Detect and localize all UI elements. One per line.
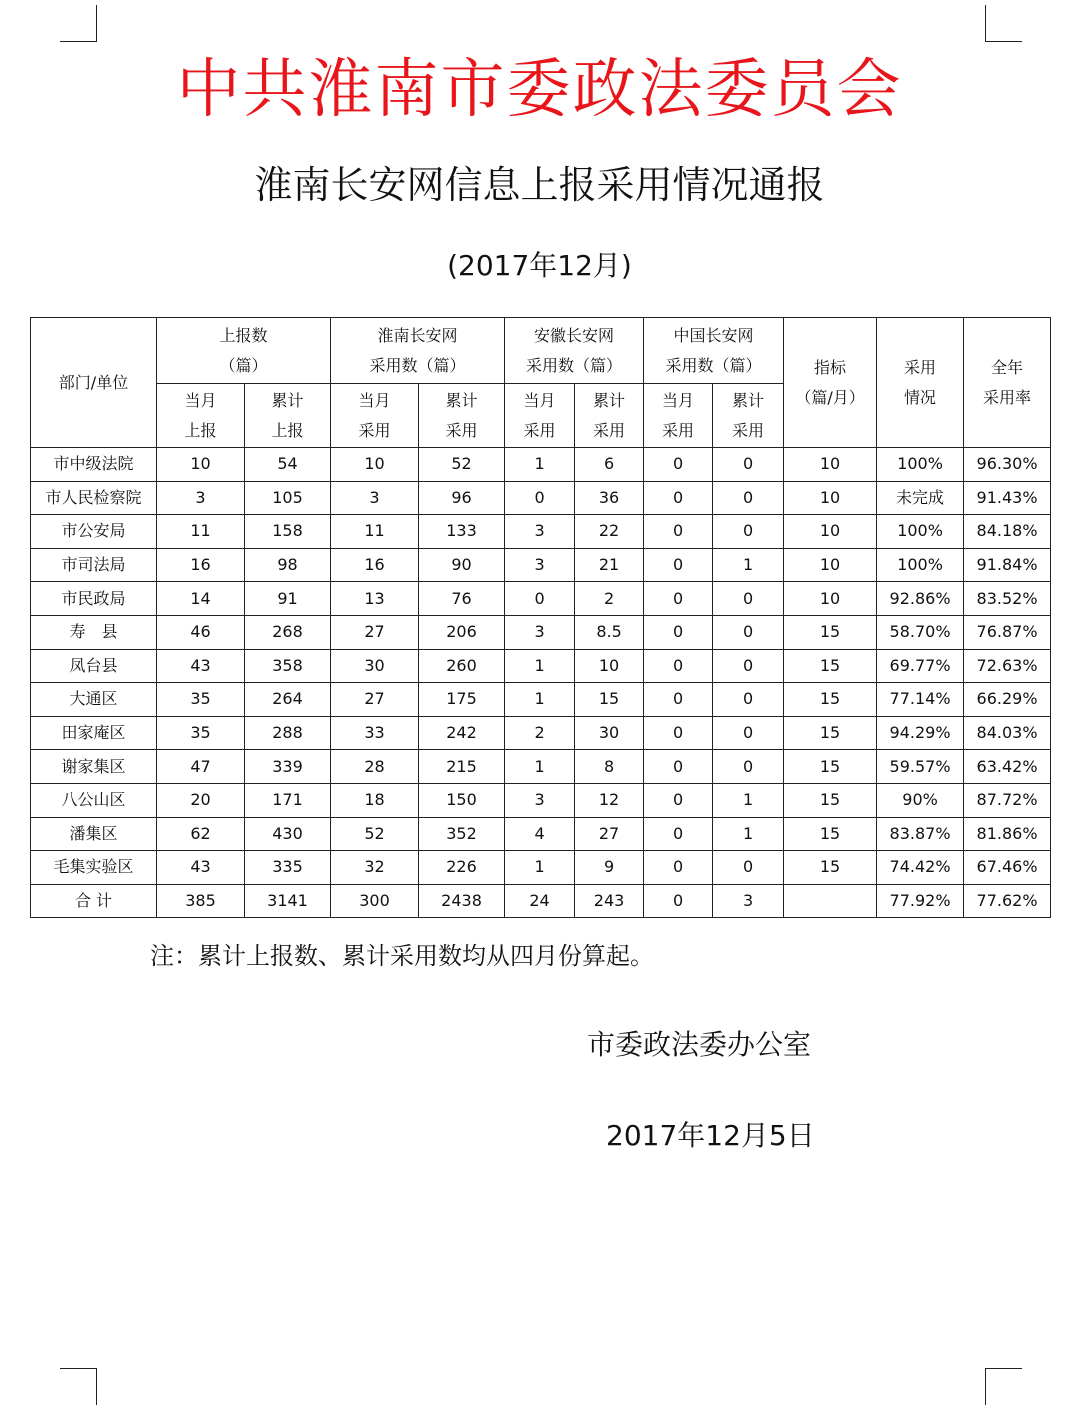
target-cell: 10 — [784, 481, 877, 515]
table-row — [31, 548, 1051, 582]
huainan-total-cell: 352 — [419, 817, 505, 851]
anhui-month-cell: 1 — [505, 649, 575, 683]
dept-cell: 谢家集区 — [31, 750, 157, 784]
total-report-cell: 358 — [245, 649, 331, 683]
sub-total-report: 累计 上报 — [245, 384, 331, 448]
status-cell: 90% — [877, 783, 964, 817]
target-cell: 15 — [784, 615, 877, 649]
anhui-total-cell: 6 — [575, 448, 644, 482]
anhui-total-cell: 12 — [575, 783, 644, 817]
annual-rate-cell: 87.72% — [964, 783, 1051, 817]
dept-cell: 大通区 — [31, 683, 157, 717]
anhui-month-cell: 1 — [505, 448, 575, 482]
header-huainan-group: 淮南长安网 采用数（篇） — [331, 318, 505, 384]
dept-cell: 市中级法院 — [31, 448, 157, 482]
huainan-total-cell: 260 — [419, 649, 505, 683]
huainan-total-cell: 215 — [419, 750, 505, 784]
table-row — [31, 582, 1051, 616]
table-row — [31, 515, 1051, 549]
month-report-cell: 43 — [157, 851, 245, 885]
total-report-cell: 158 — [245, 515, 331, 549]
issue-date: 2017年12月5日 — [606, 1119, 815, 1152]
sub-month-adopt-anhui: 当月 采用 — [505, 384, 575, 448]
report-table — [30, 317, 1051, 918]
anhui-total-cell: 15 — [575, 683, 644, 717]
annual-rate-cell: 67.46% — [964, 851, 1051, 885]
target-cell: 15 — [784, 783, 877, 817]
china-month-cell: 0 — [644, 884, 713, 918]
sub-total-adopt-huainan: 累计 采用 — [419, 384, 505, 448]
anhui-total-cell: 36 — [575, 481, 644, 515]
month-report-cell: 385 — [157, 884, 245, 918]
total-report-cell: 288 — [245, 716, 331, 750]
huainan-total-cell: 226 — [419, 851, 505, 885]
anhui-month-cell: 2 — [505, 716, 575, 750]
annual-rate-cell: 66.29% — [964, 683, 1051, 717]
annual-rate-cell: 81.86% — [964, 817, 1051, 851]
anhui-total-cell: 2 — [575, 582, 644, 616]
total-report-cell: 3141 — [245, 884, 331, 918]
table-row — [31, 716, 1051, 750]
sub-month-adopt-huainan: 当月 采用 — [331, 384, 419, 448]
header-report-group: 上报数 （篇） — [157, 318, 331, 384]
annual-rate-cell: 63.42% — [964, 750, 1051, 784]
status-cell: 69.77% — [877, 649, 964, 683]
anhui-month-cell: 0 — [505, 582, 575, 616]
sub-total-adopt-china: 累计 采用 — [713, 384, 784, 448]
total-report-cell: 98 — [245, 548, 331, 582]
huainan-total-cell: 2438 — [419, 884, 505, 918]
header-anhui-group: 安徽长安网 采用数（篇） — [505, 318, 644, 384]
total-report-cell: 339 — [245, 750, 331, 784]
china-month-cell: 0 — [644, 716, 713, 750]
huainan-month-cell: 3 — [331, 481, 419, 515]
target-cell: 15 — [784, 750, 877, 784]
huainan-month-cell: 10 — [331, 448, 419, 482]
china-total-cell: 0 — [713, 448, 784, 482]
china-month-cell: 0 — [644, 548, 713, 582]
huainan-month-cell: 300 — [331, 884, 419, 918]
anhui-month-cell: 24 — [505, 884, 575, 918]
china-total-cell: 0 — [713, 683, 784, 717]
annual-rate-cell: 72.63% — [964, 649, 1051, 683]
target-cell: 10 — [784, 582, 877, 616]
status-cell: 100% — [877, 448, 964, 482]
huainan-month-cell: 27 — [331, 683, 419, 717]
china-total-cell: 0 — [713, 851, 784, 885]
anhui-month-cell: 1 — [505, 683, 575, 717]
annual-rate-cell: 83.52% — [964, 582, 1051, 616]
target-cell: 10 — [784, 548, 877, 582]
crop-mark-bottom-right — [985, 1368, 1022, 1405]
month-report-cell: 16 — [157, 548, 245, 582]
china-total-cell: 0 — [713, 582, 784, 616]
status-cell: 94.29% — [877, 716, 964, 750]
dept-cell: 市公安局 — [31, 515, 157, 549]
target-cell: 15 — [784, 649, 877, 683]
anhui-total-cell: 243 — [575, 884, 644, 918]
table-row — [31, 683, 1051, 717]
huainan-month-cell: 18 — [331, 783, 419, 817]
anhui-month-cell: 4 — [505, 817, 575, 851]
china-month-cell: 0 — [644, 481, 713, 515]
huainan-total-cell: 206 — [419, 615, 505, 649]
total-report-cell: 171 — [245, 783, 331, 817]
china-month-cell: 0 — [644, 783, 713, 817]
dept-cell: 寿 县 — [31, 615, 157, 649]
anhui-month-cell: 3 — [505, 515, 575, 549]
annual-rate-cell: 77.62% — [964, 884, 1051, 918]
dept-cell: 凤台县 — [31, 649, 157, 683]
month-report-cell: 3 — [157, 481, 245, 515]
total-report-cell: 268 — [245, 615, 331, 649]
table-row — [31, 783, 1051, 817]
china-month-cell: 0 — [644, 817, 713, 851]
month-report-cell: 10 — [157, 448, 245, 482]
china-month-cell: 0 — [644, 582, 713, 616]
document-title: 淮南长安网信息上报采用情况通报 — [254, 163, 825, 207]
status-cell: 100% — [877, 548, 964, 582]
anhui-month-cell: 3 — [505, 783, 575, 817]
anhui-month-cell: 3 — [505, 615, 575, 649]
month-report-cell: 14 — [157, 582, 245, 616]
dept-cell: 八公山区 — [31, 783, 157, 817]
china-total-cell: 0 — [713, 649, 784, 683]
huainan-total-cell: 52 — [419, 448, 505, 482]
status-cell: 77.92% — [877, 884, 964, 918]
month-report-cell: 43 — [157, 649, 245, 683]
china-month-cell: 0 — [644, 649, 713, 683]
status-cell: 74.42% — [877, 851, 964, 885]
china-total-cell: 0 — [713, 481, 784, 515]
huainan-month-cell: 30 — [331, 649, 419, 683]
target-cell: 10 — [784, 448, 877, 482]
total-report-cell: 335 — [245, 851, 331, 885]
annual-rate-cell: 84.18% — [964, 515, 1051, 549]
target-cell: 15 — [784, 683, 877, 717]
china-total-cell: 1 — [713, 783, 784, 817]
header-annual-rate: 全年 采用率 — [964, 318, 1051, 448]
month-report-cell: 35 — [157, 683, 245, 717]
china-month-cell: 0 — [644, 448, 713, 482]
report-period: (2017年12月) — [447, 249, 632, 282]
table-row — [31, 649, 1051, 683]
crop-mark-bottom-left — [60, 1368, 97, 1405]
month-report-cell: 20 — [157, 783, 245, 817]
status-cell: 83.87% — [877, 817, 964, 851]
status-cell: 92.86% — [877, 582, 964, 616]
month-report-cell: 62 — [157, 817, 245, 851]
table-row — [31, 448, 1051, 482]
crop-mark-top-right — [985, 5, 1022, 42]
table-row — [31, 851, 1051, 885]
anhui-total-cell: 9 — [575, 851, 644, 885]
sub-month-adopt-china: 当月 采用 — [644, 384, 713, 448]
dept-cell: 田家庵区 — [31, 716, 157, 750]
anhui-total-cell: 22 — [575, 515, 644, 549]
sub-total-adopt-anhui: 累计 采用 — [575, 384, 644, 448]
table-row — [31, 884, 1051, 918]
anhui-total-cell: 30 — [575, 716, 644, 750]
issuing-office: 市委政法委办公室 — [587, 1028, 812, 1061]
target-cell: 15 — [784, 817, 877, 851]
status-cell: 100% — [877, 515, 964, 549]
china-total-cell: 0 — [713, 515, 784, 549]
target-cell: 15 — [784, 716, 877, 750]
status-cell: 59.57% — [877, 750, 964, 784]
header-status: 采用 情况 — [877, 318, 964, 448]
dept-cell: 市人民检察院 — [31, 481, 157, 515]
table-row — [31, 615, 1051, 649]
huainan-total-cell: 96 — [419, 481, 505, 515]
status-cell: 77.14% — [877, 683, 964, 717]
china-total-cell: 1 — [713, 817, 784, 851]
annual-rate-cell: 91.43% — [964, 481, 1051, 515]
annual-rate-cell: 84.03% — [964, 716, 1051, 750]
huainan-month-cell: 33 — [331, 716, 419, 750]
annual-rate-cell: 91.84% — [964, 548, 1051, 582]
china-total-cell: 0 — [713, 615, 784, 649]
china-total-cell: 0 — [713, 750, 784, 784]
total-report-cell: 264 — [245, 683, 331, 717]
huainan-month-cell: 11 — [331, 515, 419, 549]
china-month-cell: 0 — [644, 515, 713, 549]
dept-cell: 合 计 — [31, 884, 157, 918]
huainan-total-cell: 150 — [419, 783, 505, 817]
huainan-month-cell: 13 — [331, 582, 419, 616]
anhui-month-cell: 0 — [505, 481, 575, 515]
huainan-total-cell: 90 — [419, 548, 505, 582]
sub-month-report: 当月 上报 — [157, 384, 245, 448]
total-report-cell: 54 — [245, 448, 331, 482]
table-row — [31, 750, 1051, 784]
dept-cell: 市司法局 — [31, 548, 157, 582]
huainan-total-cell: 175 — [419, 683, 505, 717]
header-target: 指标 （篇/月） — [784, 318, 877, 448]
header-china-group: 中国长安网 采用数（篇） — [644, 318, 784, 384]
annual-rate-cell: 76.87% — [964, 615, 1051, 649]
huainan-total-cell: 133 — [419, 515, 505, 549]
huainan-total-cell: 76 — [419, 582, 505, 616]
china-total-cell: 3 — [713, 884, 784, 918]
huainan-month-cell: 32 — [331, 851, 419, 885]
total-report-cell: 430 — [245, 817, 331, 851]
china-total-cell: 1 — [713, 548, 784, 582]
anhui-total-cell: 27 — [575, 817, 644, 851]
table-header — [31, 318, 1051, 448]
anhui-total-cell: 21 — [575, 548, 644, 582]
table-row — [31, 817, 1051, 851]
anhui-total-cell: 10 — [575, 649, 644, 683]
huainan-month-cell: 16 — [331, 548, 419, 582]
month-report-cell: 47 — [157, 750, 245, 784]
anhui-total-cell: 8 — [575, 750, 644, 784]
china-month-cell: 0 — [644, 750, 713, 784]
month-report-cell: 11 — [157, 515, 245, 549]
china-month-cell: 0 — [644, 615, 713, 649]
anhui-month-cell: 1 — [505, 851, 575, 885]
organization-name: 中共淮南市委政法委员会 — [176, 53, 903, 127]
status-cell: 未完成 — [877, 481, 964, 515]
month-report-cell: 46 — [157, 615, 245, 649]
annual-rate-cell: 96.30% — [964, 448, 1051, 482]
table-row — [31, 481, 1051, 515]
status-cell: 58.70% — [877, 615, 964, 649]
target-cell: 10 — [784, 515, 877, 549]
footnote: 注：累计上报数、累计采用数均从四月份算起。 — [150, 942, 654, 970]
target-cell: 15 — [784, 851, 877, 885]
dept-cell: 市民政局 — [31, 582, 157, 616]
anhui-month-cell: 3 — [505, 548, 575, 582]
total-report-cell: 105 — [245, 481, 331, 515]
anhui-month-cell: 1 — [505, 750, 575, 784]
huainan-total-cell: 242 — [419, 716, 505, 750]
huainan-month-cell: 27 — [331, 615, 419, 649]
dept-cell: 潘集区 — [31, 817, 157, 851]
china-month-cell: 0 — [644, 851, 713, 885]
table-body — [31, 448, 1051, 918]
dept-cell: 毛集实验区 — [31, 851, 157, 885]
month-report-cell: 35 — [157, 716, 245, 750]
huainan-month-cell: 28 — [331, 750, 419, 784]
header-dept: 部门/单位 — [31, 318, 157, 448]
china-month-cell: 0 — [644, 683, 713, 717]
china-total-cell: 0 — [713, 716, 784, 750]
crop-mark-top-left — [60, 5, 97, 42]
total-report-cell: 91 — [245, 582, 331, 616]
huainan-month-cell: 52 — [331, 817, 419, 851]
target-cell — [784, 884, 877, 918]
anhui-total-cell: 8.5 — [575, 615, 644, 649]
